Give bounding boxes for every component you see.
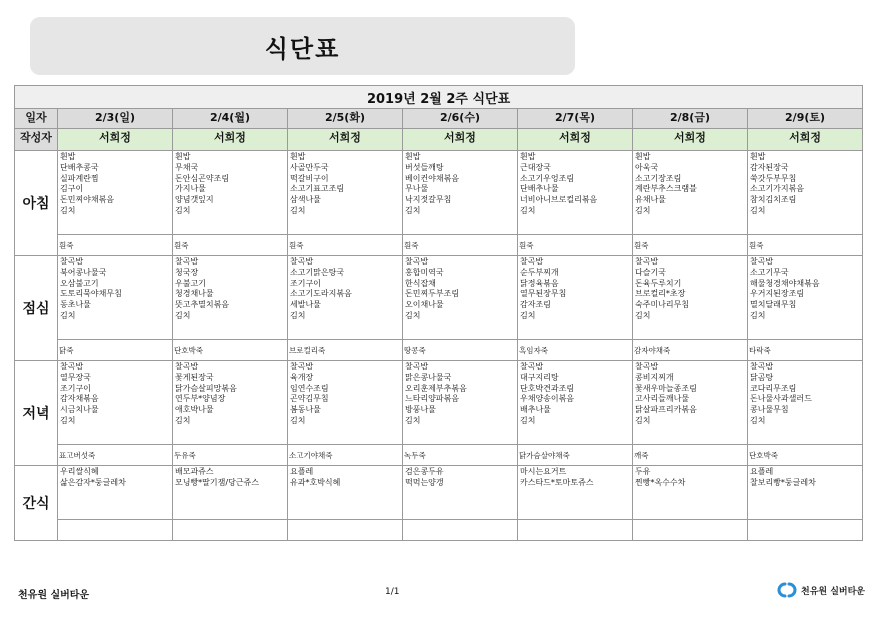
porridge-text: 닭죽: [59, 345, 74, 355]
menu-item: 해물청경채야채볶음: [750, 278, 820, 288]
writer-cell: 서희정: [518, 129, 633, 151]
porridge-text: 흑임자죽: [519, 345, 548, 355]
menu-item: 콩비지찌개: [635, 372, 674, 382]
menu-item: 너비아니브로컬리볶음: [520, 195, 598, 205]
menu-cell: [58, 256, 173, 340]
meal-row: [15, 466, 863, 520]
menu-item: 배모과쥬스: [175, 467, 214, 476]
porridge-text: 감자야채죽: [634, 345, 671, 355]
writer-cell: 서희정: [288, 129, 403, 151]
menu-item: 소고기도라지볶음: [290, 289, 352, 299]
menu-item: 무채국: [175, 162, 199, 172]
porridge-text: 단호박죽: [749, 450, 778, 460]
menu-item: 감자된장국: [750, 162, 789, 172]
menu-cell: [748, 466, 863, 520]
porridge-text: 흰죽: [634, 240, 649, 250]
writer-row-label: 작성자: [15, 129, 58, 151]
writer-cell: 서희정: [58, 129, 173, 151]
meal-rows: [15, 151, 863, 541]
porridge-row: [15, 445, 863, 466]
menu-items: [173, 256, 287, 322]
menu-cell: [518, 361, 633, 445]
menu-item: 찰곡밥: [290, 257, 314, 266]
menu-item: 김치: [175, 310, 191, 320]
menu-items: [518, 361, 632, 427]
porridge-text: 흰죽: [404, 240, 419, 250]
menu-items: [58, 151, 172, 217]
menu-item: 코다리무조림: [750, 383, 797, 393]
menu-items: [288, 151, 402, 217]
menu-item: 멸치달래무침: [750, 300, 797, 310]
date-header: 2/8(금): [633, 109, 748, 129]
menu-item: 애호박나물: [175, 405, 214, 415]
menu-item: 찰곡밥: [635, 362, 659, 371]
menu-items: [633, 151, 747, 217]
porridge-row: [15, 520, 863, 541]
porridge-cell: [518, 520, 633, 541]
menu-item: 삶은감자*둥글레차: [60, 477, 126, 487]
writer-row: [15, 129, 863, 151]
menu-item: 한식잡채: [405, 278, 436, 288]
menu-item: 김치: [290, 205, 306, 215]
menu-item: 모닝빵*딸기잼/당근쥬스: [175, 477, 259, 487]
porridge-text: 닭가슴살야채죽: [519, 450, 570, 460]
menu-item: 찰곡밥: [60, 257, 84, 266]
menu-item: 임연수조림: [290, 383, 329, 393]
menu-item: 돈민찌야채볶음: [60, 195, 115, 205]
menu-item: 떡갈비구이: [290, 173, 329, 183]
menu-item: 가지나물: [175, 184, 206, 194]
porridge-cell: [748, 445, 863, 466]
meal-row: [15, 151, 863, 235]
menu-item: 두유: [635, 467, 651, 476]
porridge-cell: [58, 340, 173, 361]
porridge-cell: [58, 445, 173, 466]
footer-organization: 천유원 실버타운: [18, 590, 90, 601]
menu-item: 숙주미나리무침: [635, 300, 690, 310]
menu-item: 대구지리탕: [520, 372, 559, 382]
porridge-text: 표고버섯죽: [59, 450, 96, 460]
menu-item: 뜻고추멸치볶음: [175, 300, 230, 310]
menu-item: 김치: [520, 415, 536, 425]
menu-item: 찰곡밥: [750, 257, 774, 266]
date-header: 2/6(수): [403, 109, 518, 129]
menu-cell: [748, 361, 863, 445]
porridge-cell: [403, 520, 518, 541]
menu-cell: [633, 466, 748, 520]
porridge-text: 브로컬리죽: [289, 345, 326, 355]
menu-item: 실파계란찜: [60, 173, 99, 183]
date-header: 2/7(목): [518, 109, 633, 129]
menu-item: 김치: [175, 415, 191, 425]
menu-item: 조기구이: [60, 383, 91, 393]
menu-item: 김치: [750, 415, 766, 425]
menu-items: [288, 256, 402, 322]
menu-cell: [288, 361, 403, 445]
menu-item: 흰밥: [635, 152, 651, 161]
footer-page-number: 1/1: [385, 587, 400, 597]
menu-item: 닭살파프리카볶음: [635, 405, 697, 415]
menu-item: 돈육두루치기: [635, 278, 682, 288]
menu-item: 무나물: [405, 184, 429, 194]
menu-items: [58, 361, 172, 427]
date-header: 2/5(화): [288, 109, 403, 129]
menu-item: 다슬기국: [635, 267, 666, 277]
menu-item: 계란부추스크램블: [635, 184, 697, 194]
menu-items: [403, 151, 517, 217]
porridge-cell: [173, 520, 288, 541]
menu-cell: [633, 361, 748, 445]
menu-item: 느타리양파볶음: [405, 394, 460, 404]
porridge-text: 녹두죽: [404, 450, 426, 460]
menu-cell: [58, 466, 173, 520]
menu-item: 돈안심곤약조림: [175, 173, 230, 183]
menu-item: 조기구이: [290, 278, 321, 288]
menu-item: 청경채나물: [175, 289, 214, 299]
menu-cell: [518, 151, 633, 235]
menu-item: 도토리묵야채무침: [60, 289, 122, 299]
menu-item: 카스타드*토마토쥬스: [520, 477, 594, 487]
menu-item: 닭곰탕: [750, 372, 774, 382]
menu-item: 찰곡밥: [175, 257, 199, 266]
menu-item: 김치: [405, 205, 421, 215]
table-title: 2019년 2월 2주 식단표: [15, 86, 863, 109]
menu-cell: [403, 151, 518, 235]
meal-label: 아침: [15, 151, 58, 256]
menu-item: 방풍나물: [405, 405, 436, 415]
menu-item: 꽃새우마늘종조림: [635, 383, 697, 393]
menu-item: 북어콩나물국: [60, 267, 107, 277]
porridge-cell: [288, 340, 403, 361]
menu-item: 청국장: [175, 267, 199, 277]
porridge-cell: [403, 445, 518, 466]
porridge-cell: [173, 445, 288, 466]
menu-item: 찰곡밥: [635, 257, 659, 266]
menu-item: 세발나물: [290, 300, 321, 310]
date-header: 2/3(일): [58, 109, 173, 129]
menu-cell: [518, 466, 633, 520]
menu-item: 오리훈제부추볶음: [405, 383, 467, 393]
meal-label: 저녁: [15, 361, 58, 466]
menu-item: 연두부*양념장: [175, 394, 226, 404]
menu-item: 우채양송이볶음: [520, 394, 575, 404]
menu-item: 김치: [60, 415, 76, 425]
porridge-cell: [288, 235, 403, 256]
menu-item: 배추나물: [520, 405, 551, 415]
menu-item: 열무장국: [60, 372, 91, 382]
menu-item: 찐빵*옥수수차: [635, 477, 686, 487]
writer-cell: 서희정: [748, 129, 863, 151]
menu-cell: [173, 466, 288, 520]
menu-item: 찰곡밥: [520, 362, 544, 371]
menu-item: 김치: [635, 310, 651, 320]
menu-item: 흰밥: [405, 152, 421, 161]
menu-item: 닭가슴살피망볶음: [175, 383, 237, 393]
menu-item: 김치: [750, 205, 766, 215]
menu-item: 단배추콩국: [60, 162, 99, 172]
menu-cell: [518, 256, 633, 340]
porridge-cell: [633, 235, 748, 256]
menu-item: 근대장국: [520, 162, 551, 172]
porridge-cell: [518, 235, 633, 256]
menu-item: 닭정육볶음: [520, 278, 559, 288]
menu-items: [403, 466, 517, 489]
menu-item: 유채나물: [635, 195, 666, 205]
menu-cell: [58, 361, 173, 445]
menu-items: [748, 256, 862, 322]
menu-cell: [403, 361, 518, 445]
menu-item: 순두부찌개: [520, 267, 559, 277]
menu-item: 쑥갓두부무침: [750, 173, 797, 183]
menu-item: 우거지된장조림: [750, 289, 805, 299]
menu-items: [633, 466, 747, 489]
menu-items: [748, 361, 862, 427]
menu-item: 김치: [175, 205, 191, 215]
porridge-text: 소고기야채죽: [289, 450, 333, 460]
menu-cell: [633, 151, 748, 235]
date-header: 2/4(월): [173, 109, 288, 129]
writer-cell: 서희정: [633, 129, 748, 151]
menu-items: [288, 361, 402, 427]
logo-text: 천유원 실버타운: [801, 586, 865, 597]
menu-item: 오삼불고기: [60, 278, 99, 288]
menu-item: 베이컨야채볶음: [405, 173, 460, 183]
porridge-cell: [173, 340, 288, 361]
menu-item: 소고기가지볶음: [750, 184, 805, 194]
date-row-label: 일자: [15, 109, 58, 129]
menu-item: 아욱국: [635, 162, 659, 172]
menu-cell: [633, 256, 748, 340]
page-title-box: [30, 17, 575, 75]
menu-item: 시금치나물: [60, 405, 99, 415]
writer-cell: 서희정: [173, 129, 288, 151]
logo-icon: [776, 581, 798, 599]
porridge-cell: [518, 445, 633, 466]
menu-item: 감자조림: [520, 300, 551, 310]
menu-cell: [58, 151, 173, 235]
menu-item: 흰밥: [175, 152, 191, 161]
menu-item: 김치: [290, 310, 306, 320]
menu-cell: [173, 361, 288, 445]
menu-cell: [288, 466, 403, 520]
menu-item: 꽃게된장국: [175, 372, 214, 382]
menu-item: 곤약김무침: [290, 394, 329, 404]
menu-item: 찰곡밥: [750, 362, 774, 371]
menu-item: 흰밥: [60, 152, 76, 161]
meal-row: [15, 256, 863, 340]
menu-item: 떡먹는양갱: [405, 477, 444, 487]
menu-table: [14, 85, 863, 541]
menu-item: 버섯들깨탕: [405, 162, 444, 172]
menu-item: 흰밥: [520, 152, 536, 161]
menu-item: 마시는요거트: [520, 467, 567, 476]
porridge-text: 흰죽: [174, 240, 189, 250]
porridge-cell: [288, 520, 403, 541]
menu-item: 참치김치조림: [750, 195, 797, 205]
menu-item: 감자채볶음: [60, 394, 99, 404]
writer-cell: 서희정: [403, 129, 518, 151]
menu-item: 김치: [60, 310, 76, 320]
menu-cell: [748, 256, 863, 340]
menu-cell: [173, 256, 288, 340]
porridge-text: 땅콩죽: [404, 345, 426, 355]
menu-items: [748, 466, 862, 489]
menu-item: 김치: [520, 310, 536, 320]
porridge-cell: [633, 340, 748, 361]
menu-item: 김치: [635, 205, 651, 215]
menu-item: 검은콩두유: [405, 467, 444, 476]
menu-item: 봄동나물: [290, 405, 321, 415]
menu-item: 김구이: [60, 184, 84, 194]
porridge-text: 흰죽: [519, 240, 534, 250]
menu-item: 콩나물무침: [750, 405, 789, 415]
menu-item: 낙지젓갈무침: [405, 195, 452, 205]
menu-items: [518, 256, 632, 322]
menu-item: 열무된장무침: [520, 289, 567, 299]
menu-item: 맑은콩나물국: [405, 372, 452, 382]
menu-item: 소고기우엉조림: [520, 173, 575, 183]
menu-item: 찰보리빵*둥글레차: [750, 477, 816, 487]
menu-items: [58, 256, 172, 322]
porridge-cell: [633, 445, 748, 466]
menu-cell: [403, 466, 518, 520]
menu-item: 김치: [290, 415, 306, 425]
porridge-cell: [58, 520, 173, 541]
porridge-text: 흰죽: [749, 240, 764, 250]
porridge-text: 단호박죽: [174, 345, 203, 355]
menu-item: 요플레: [290, 467, 314, 476]
menu-cell: [173, 151, 288, 235]
menu-items: [633, 256, 747, 322]
menu-item: 양념갯잎지: [175, 195, 214, 205]
menu-item: 소고기맑은탕국: [290, 267, 345, 277]
page-title: 식단표: [264, 34, 341, 63]
porridge-cell: [403, 340, 518, 361]
date-header: 2/9(토): [748, 109, 863, 129]
menu-item: 찰곡밥: [405, 257, 429, 266]
menu-item: 찰곡밥: [405, 362, 429, 371]
porridge-text: 깨죽: [634, 450, 649, 460]
menu-item: 우불고기: [175, 278, 206, 288]
porridge-row: [15, 235, 863, 256]
menu-item: 돈민찌두부조림: [405, 289, 460, 299]
meal-label: 간식: [15, 466, 58, 541]
menu-items: [173, 361, 287, 427]
menu-cell: [403, 256, 518, 340]
menu-items: [58, 466, 172, 489]
porridge-text: 흰죽: [59, 240, 74, 250]
menu-item: 유과*호박식혜: [290, 477, 341, 487]
menu-item: 흰밥: [290, 152, 306, 161]
menu-items: [518, 151, 632, 217]
porridge-cell: [748, 520, 863, 541]
porridge-cell: [633, 520, 748, 541]
porridge-cell: [403, 235, 518, 256]
menu-item: 사골만두국: [290, 162, 329, 172]
porridge-text: 타락죽: [749, 345, 771, 355]
menu-item: 김치: [60, 205, 76, 215]
menu-item: 김치: [750, 310, 766, 320]
porridge-cell: [518, 340, 633, 361]
menu-item: 단배추나물: [520, 184, 559, 194]
menu-items: [748, 151, 862, 217]
footer-logo: [776, 581, 865, 599]
menu-items: [173, 466, 287, 489]
menu-item: 육개장: [290, 372, 314, 382]
menu-item: 찰곡밥: [175, 362, 199, 371]
menu-item: 김치: [405, 310, 421, 320]
menu-item: 김치: [405, 415, 421, 425]
menu-item: 단호박견과조림: [520, 383, 575, 393]
date-row: [15, 109, 863, 129]
menu-items: [403, 361, 517, 427]
meal-label: 점심: [15, 256, 58, 361]
menu-items: [518, 466, 632, 489]
menu-item: 찰곡밥: [60, 362, 84, 371]
porridge-cell: [58, 235, 173, 256]
menu-cell: [748, 151, 863, 235]
porridge-cell: [748, 235, 863, 256]
menu-item: 소고기무국: [750, 267, 789, 277]
porridge-cell: [173, 235, 288, 256]
menu-item: 소고기표고조림: [290, 184, 345, 194]
menu-items: [633, 361, 747, 427]
menu-item: 요플레: [750, 467, 774, 476]
menu-item: 흰밥: [750, 152, 766, 161]
menu-item: 김치: [635, 415, 651, 425]
menu-item: 동초나물: [60, 300, 91, 310]
menu-item: 브로컬리*초장: [635, 289, 686, 299]
porridge-cell: [748, 340, 863, 361]
menu-item: 우리쌀식혜: [60, 467, 99, 476]
menu-item: 고사리들깨나물: [635, 394, 690, 404]
porridge-row: [15, 340, 863, 361]
menu-items: [288, 466, 402, 489]
menu-items: [403, 256, 517, 322]
menu-item: 소고기장조림: [635, 173, 682, 183]
menu-item: 삼색나물: [290, 195, 321, 205]
menu-item: 김치: [520, 205, 536, 215]
menu-item: 홍합미역국: [405, 267, 444, 277]
porridge-text: 흰죽: [289, 240, 304, 250]
menu-items: [173, 151, 287, 217]
menu-item: 돈나물사과샐러드: [750, 394, 812, 404]
porridge-cell: [288, 445, 403, 466]
menu-item: 찰곡밥: [290, 362, 314, 371]
porridge-text: 두유죽: [174, 450, 196, 460]
meal-row: [15, 361, 863, 445]
menu-cell: [288, 256, 403, 340]
menu-item: 찰곡밥: [520, 257, 544, 266]
menu-cell: [288, 151, 403, 235]
menu-item: 오이채나물: [405, 300, 444, 310]
